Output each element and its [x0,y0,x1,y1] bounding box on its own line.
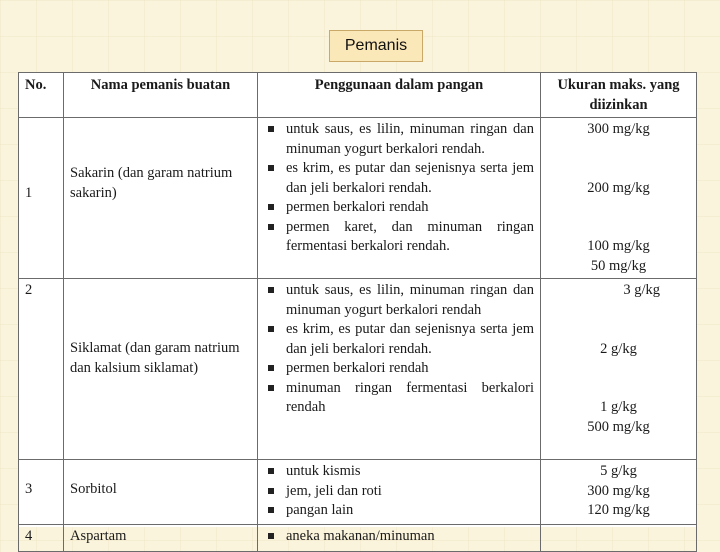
limit-value: 100 mg/kg [587,238,650,254]
usage-item: minuman ringan fermentasi berkalori rendah [264,379,534,418]
limit-value: 200 mg/kg [587,179,650,196]
usage-list [258,525,541,552]
limit-cell [541,460,697,525]
usage-item: es krim, es putar dan sejenisnya serta jem dan jeli berkalori rendah. [264,159,534,198]
table-row [19,525,697,552]
row-number: 2 [19,279,64,460]
usage-item: es krim, es putar dan sejenisnya serta jem dan jeli berkalori rendah. [264,320,534,359]
limit-value: 500 mg/kg [587,418,650,435]
limit-cell [541,525,697,552]
sweetener-name: Sakarin (dan garam natrium sakarin) [64,118,258,279]
limit-value: 300 mg/kg [587,121,650,137]
limit-value: 3 g/kg [623,282,660,298]
usage-list [258,460,541,525]
table-row [19,460,697,525]
limit-value: 2 g/kg [600,340,637,357]
row-number: 1 [19,118,64,279]
row-number: 4 [19,525,64,552]
sweetener-name: Sorbitol [64,460,258,525]
table-row [19,118,697,279]
header-usage: Penggunaan dalam pangan [258,73,541,118]
sweetener-table-image [18,72,696,544]
header-limit: Ukuran maks. yang diizinkan [541,73,697,118]
usage-item: permen berkalori rendah [264,359,534,379]
limit-value: 1 g/kg [600,399,637,415]
sweetener-name: Aspartam [64,525,258,552]
header-name: Nama pemanis buatan [64,73,258,118]
limit-value: 120 mg/kg [587,502,650,518]
usage-item: untuk saus, es lilin, minuman ringan dan minuman yogurt berkalori rendah. [264,120,534,159]
header-no: No. [19,73,64,118]
table-row [19,279,697,460]
usage-item: permen karet, dan minuman ringan fermentasi berkalori rendah. [264,218,534,257]
table-header-row [19,73,697,118]
limit-value: 5 g/kg [600,463,637,479]
usage-item: permen berkalori rendah [264,198,534,218]
usage-item: jem, jeli dan roti [264,482,534,502]
slide-title: Pemanis [329,30,423,62]
usage-list [258,118,541,279]
usage-item: pangan lain [264,501,534,521]
limit-value: 50 mg/kg [590,257,647,274]
limit-value: 300 mg/kg [587,482,650,499]
sweetener-table [18,72,697,552]
usage-list [258,279,541,460]
sweetener-name: Siklamat (dan garam natrium dan kalsium siklamat) [64,279,258,460]
limit-cell [541,118,697,279]
limit-cell [541,279,697,460]
usage-item: untuk kismis [264,462,534,482]
usage-item: aneka makanan/minuman [264,527,534,547]
usage-item: untuk saus, es lilin, minuman ringan dan minuman yogurt berkalori rendah [264,281,534,320]
row-number: 3 [19,460,64,525]
